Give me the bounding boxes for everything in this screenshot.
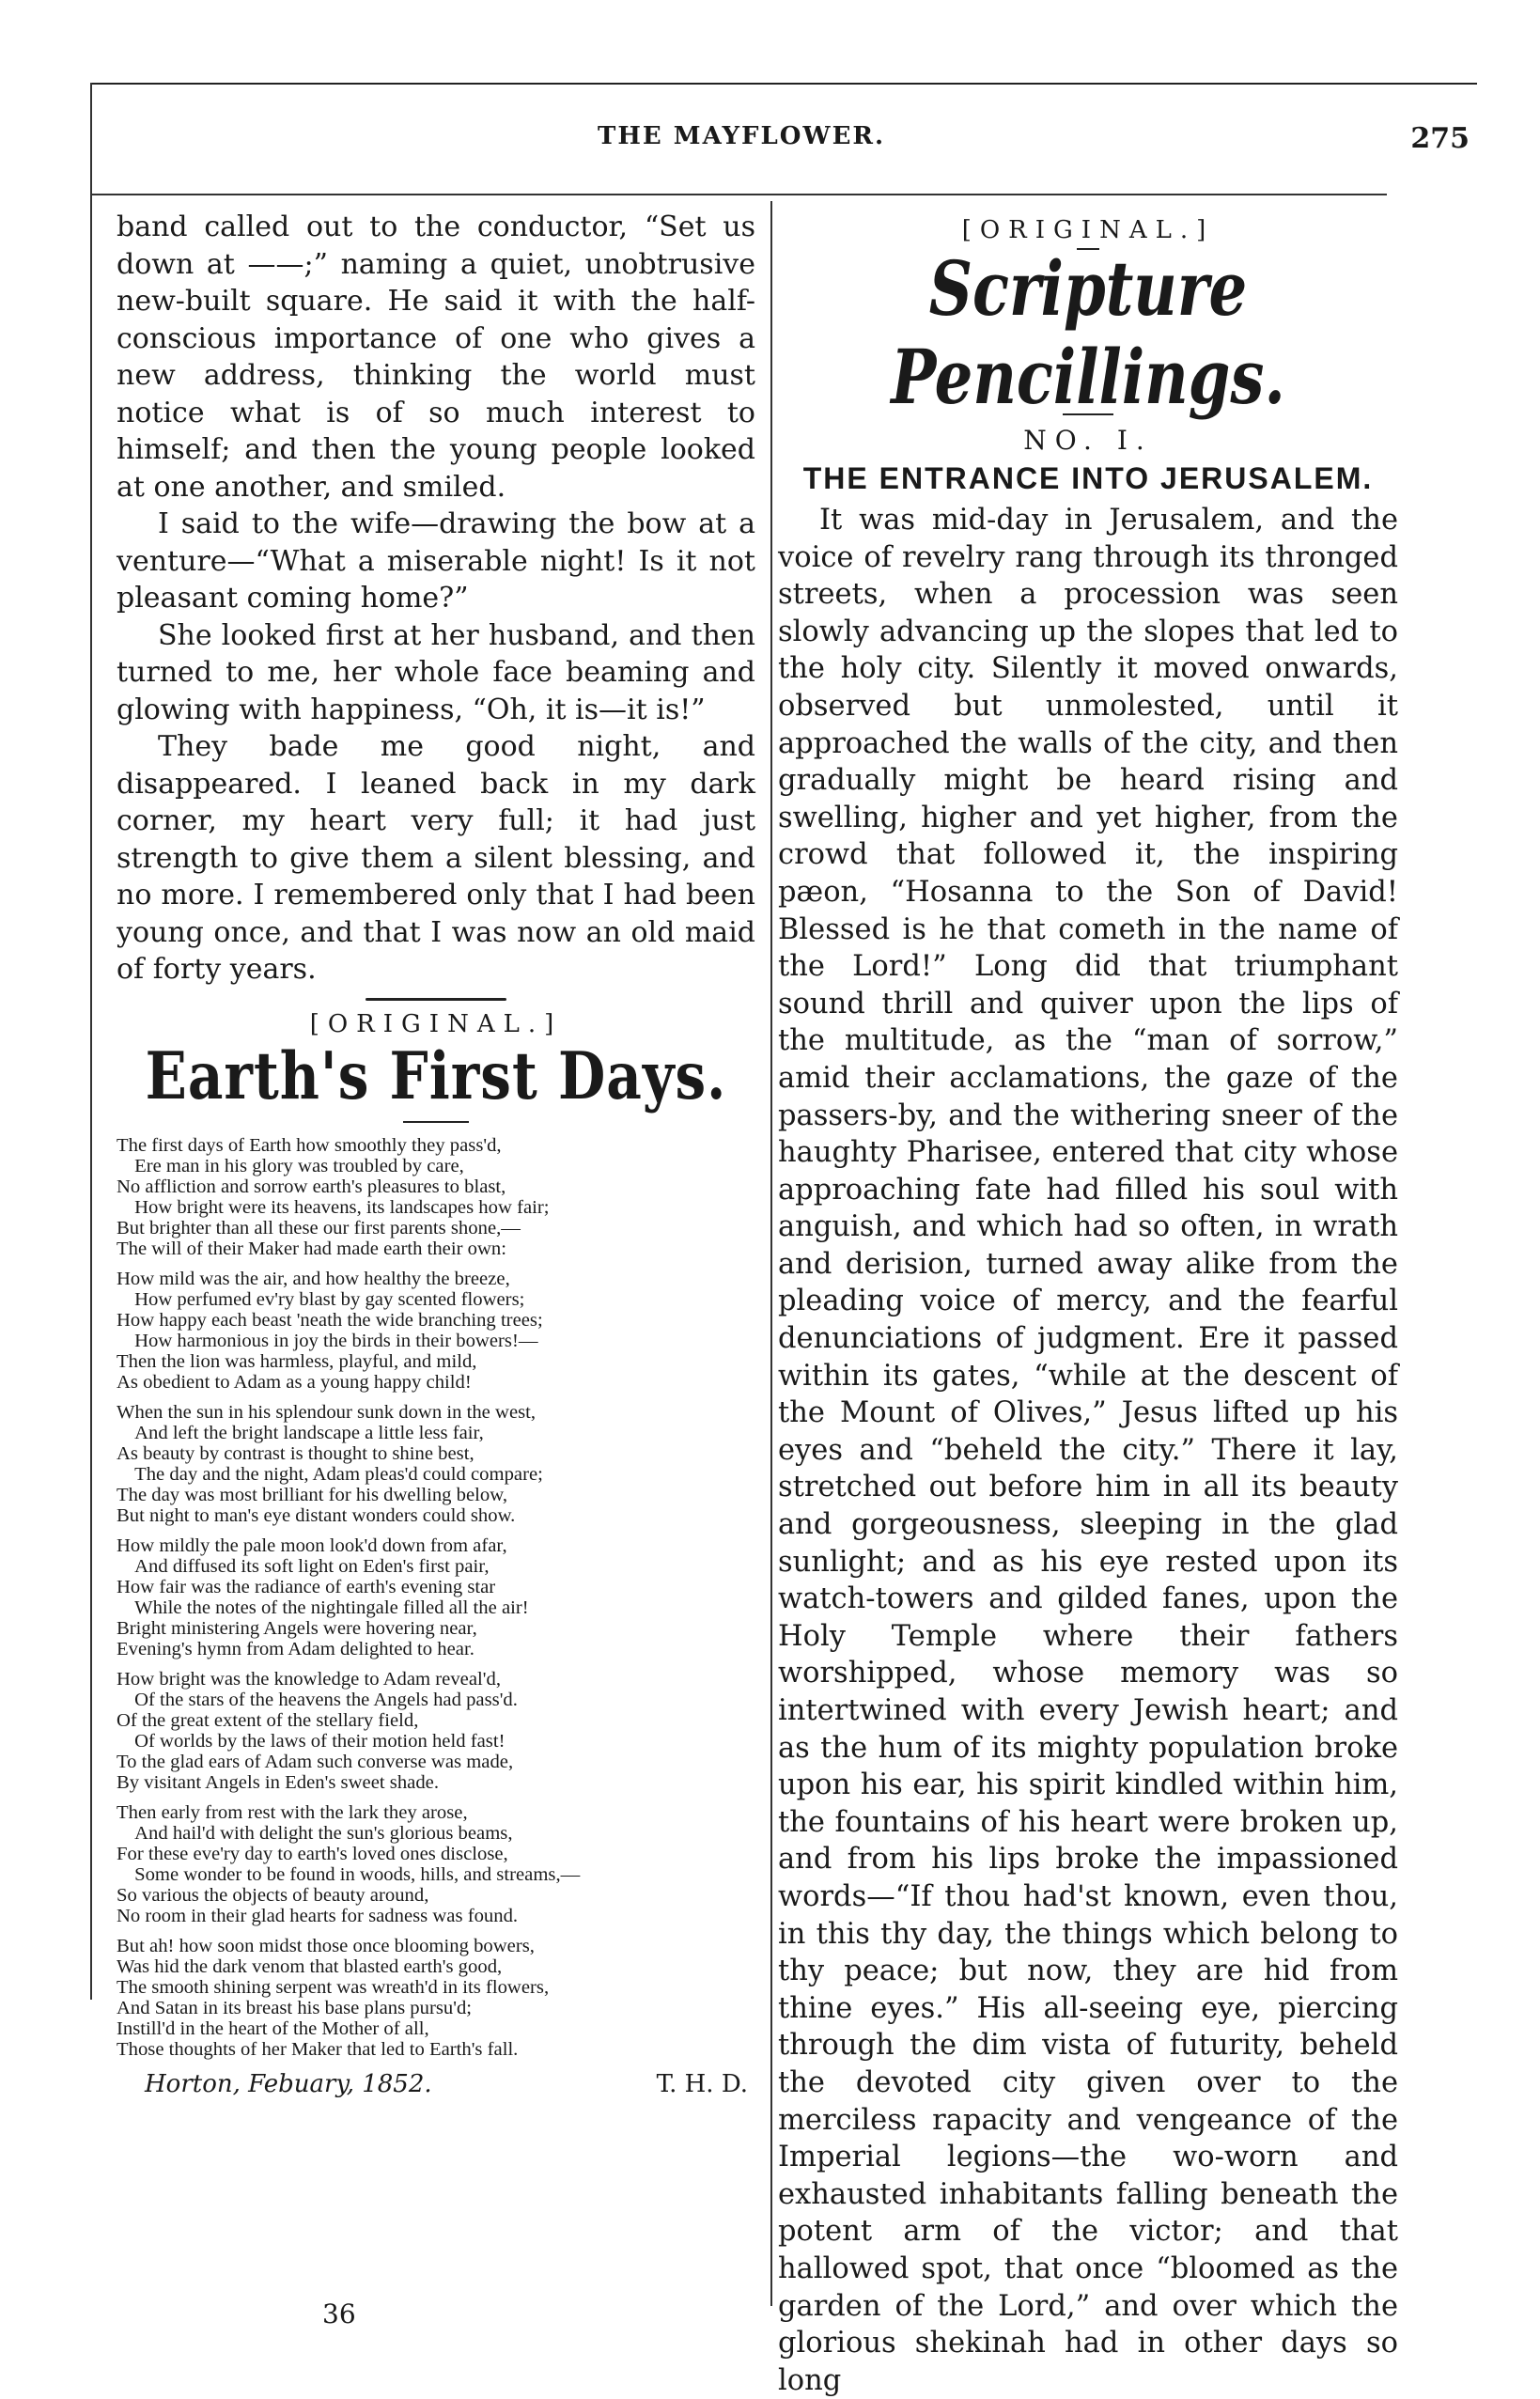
- signature-mark: 36: [322, 2298, 356, 2329]
- poem-title: Earth's First Days.: [145, 1036, 727, 1114]
- page-left-rule: [90, 83, 92, 2000]
- poem-line: While the notes of the nightingale filled all the air!: [134, 1597, 529, 1618]
- poem-stanza: [117, 1403, 755, 1527]
- poem-line: And hail'd with delight the sun's glorious beams,: [134, 1823, 513, 1844]
- poem-stanza: [117, 1536, 755, 1660]
- poem: [117, 1136, 755, 2061]
- poem-line: To the glad ears of Adam such converse was made,: [117, 1752, 514, 1772]
- journal-title: THE MAYFLOWER.: [598, 122, 886, 150]
- place-date: Horton, Febuary, 1852.: [145, 2069, 432, 2098]
- poem-line: As beauty by contrast is thought to shine best,: [117, 1443, 474, 1464]
- poem-line: When the sun in his splendour sunk down in the west,: [117, 1402, 537, 1423]
- poem-line: Then early from rest with the lark they arose,: [117, 1802, 468, 1823]
- poem-line: But ah! how soon midst those once blooming bowers,: [117, 1936, 535, 1956]
- poem-line: Those thoughts of her Maker that led to Earth's fall.: [117, 2039, 519, 2060]
- author-initials: T. H. D.: [656, 2069, 748, 2098]
- original-label: [ORIGINAL.]: [309, 1009, 563, 1038]
- poem-stanza: [117, 1937, 755, 2061]
- poem-line: Of the stars of the heavens the Angels had pass'd.: [134, 1690, 518, 1710]
- article-series-title: Scripture Pencillings.: [891, 245, 1285, 422]
- poem-line: The smooth shining serpent was wreath'd in its flowers,: [117, 1977, 550, 1998]
- poem-line: Ere man in his glory was troubled by care,: [134, 1156, 464, 1176]
- section-divider: [366, 998, 506, 1001]
- poem-line: The first days of Earth how smoothly they pass'd,: [117, 1135, 502, 1156]
- poem-line: For these eve'ry day to earth's loved ones disclose,: [117, 1844, 508, 1864]
- poem-line: As obedient to Adam as a young happy child!: [117, 1372, 472, 1393]
- poem-line: How happy each beast 'neath the wide branching trees;: [117, 1310, 543, 1331]
- poem-line: And Satan in its breast his base plans pursu'd;: [117, 1998, 473, 2018]
- article-heading: THE ENTRANCE INTO JERUSALEM.: [802, 461, 1374, 495]
- paragraph: They bade me good night, and disappeared. I leaned back in my dark corner, my heart very full; it had just strength to give them a silent blessing, and no more. I remembered only that I had been young once, and that I was now an old maid of forty years.: [117, 730, 755, 986]
- paragraph: She looked first at her husband, and then turned to me, her whole face beaming and glowing with happiness, “Oh, it is—it is!”: [117, 618, 755, 726]
- running-header: [90, 122, 1470, 160]
- poem-line: Evening's hymn from Adam delighted to hear.: [117, 1639, 474, 1659]
- poem-line: How perfumed ev'ry blast by gay scented flowers;: [134, 1289, 525, 1310]
- poem-line: But brighter than all these our first parents shone,—: [117, 1218, 521, 1238]
- header-rule: [90, 194, 1387, 195]
- poem-line: The will of their Maker had made earth their own:: [117, 1238, 506, 1259]
- poem-line: How mildly the pale moon look'd down from afar,: [117, 1535, 507, 1556]
- poem-line: How mild was the air, and how healthy the breeze,: [117, 1269, 510, 1289]
- poem-line: Of the great extent of the stellary field,: [117, 1710, 419, 1731]
- poem-line: How fair was the radiance of earth's evening star: [117, 1577, 496, 1597]
- poem-line: And left the bright landscape a little less fair,: [134, 1423, 484, 1443]
- paragraph: It was mid-day in Jerusalem, and the voice of revelry rang through its thronged streets, when a procession was seen slowly advancing up the slopes that led to the holy city. Silently it moved onwards, observed but unmolested, until it approached the walls of the city, and then gradually might be heard rising and swelling, higher and yet higher, from the crowd that followed it, the inspiring pæon, “Hosanna to the Son of David! Blessed is he that cometh in the name of the Lord!” Long did that triumphant sound thrill and quiver upon the lips of the multitude, as the “man of sorrow,” amid their acclamations, the gaze of the passers-by, and the withering sneer of the haughty Pharisee, entered that city whose approaching fate had filled his soul with anguish, and which had so often, in wrath and derision, turned away alike from the pleading voice of mercy, and the fearful denunciations of judgment. Ere it passed within its gates, “while at the descent of the Mount of Olives,” Jesus lifted up his eyes and “beheld the city.” There it lay, stretched out before him in all its beauty and gorgeousness, sleeping in the glad sunlight; and as his eye rested upon its watch-towers and gilded fanes, upon the Holy Temple where their fathers worshipped, whose memory was so intertwined with every Jewish heart; and as the hum of its mighty population broke upon his ear, his spirit kindled within him, the fountains of his heart were broken up, and from his lips broke the impassioned words—“If thou had'st known, even thou, in this thy day, the things which belong to thy peace; but now, they are hid from thine eyes.” His all-seeing eye, piercing through the dim vista of futurity, beheld the devoted city given over to the merciless rapacity and vengeance of the Imperial legions—the wo-worn and exhausted inhabitants falling beneath the potent arm of the victor; and that hallowed spot, that once “bloomed as the garden of the Lord,” and over which the glorious shekinah had in other days so long: [778, 504, 1398, 2397]
- poem-line: Some wonder to be found in woods, hills, and streams,—: [134, 1864, 581, 1885]
- poem-line: The day and the night, Adam pleas'd could compare;: [134, 1464, 543, 1485]
- article-number: NO. I.: [1023, 425, 1153, 456]
- poem-line: The day was most brilliant for his dwelling below,: [117, 1485, 508, 1505]
- poem-line: No affliction and sorrow earth's pleasures to blast,: [117, 1176, 506, 1197]
- poem-stanza: [117, 1803, 755, 1927]
- poem-line: Was hid the dark venom that blasted earth's good,: [117, 1956, 503, 1977]
- poem-line: And diffused its soft light on Eden's first pair,: [134, 1556, 490, 1577]
- poem-signoff: [117, 2070, 755, 2098]
- poem-line: Instill'd in the heart of the Mother of all,: [117, 2018, 429, 2039]
- poem-line: But night to man's eye distant wonders could show.: [117, 1505, 516, 1526]
- poem-stanza: [117, 1136, 755, 1260]
- paragraph: I said to the wife—drawing the bow at a venture—“What a miserable night! Is it not pleasant coming home?”: [117, 507, 755, 615]
- left-column: [117, 209, 755, 2098]
- poem-line: How bright was the knowledge to Adam reveal'd,: [117, 1669, 501, 1690]
- poem-line: So various the objects of beauty around,: [117, 1885, 429, 1906]
- poem-line: Of worlds by the laws of their motion held fast!: [134, 1731, 506, 1752]
- poem-line: How harmonious in joy the birds in their bowers!—: [134, 1331, 538, 1351]
- title-rule: [403, 1121, 469, 1123]
- poem-line: By visitant Angels in Eden's sweet shade.: [117, 1772, 440, 1793]
- paragraph: band called out to the conductor, “Set us down at ——;” naming a quiet, unobtrusive new-built square. He said it with the half-conscious importance of one who gives a new address, thinking the world must notice what is of so much interest to himself; and then the young people looked at one another, and smiled.: [117, 210, 755, 504]
- poem-line: No room in their glad hearts for sadness was found.: [117, 1906, 519, 1926]
- poem-line: How bright were its heavens, its landscapes how fair;: [134, 1197, 550, 1218]
- right-column: [778, 209, 1398, 2399]
- original-label: [ORIGINAL.]: [961, 216, 1215, 244]
- poem-stanza: [117, 1270, 755, 1394]
- page-number-top: 275: [1410, 122, 1470, 155]
- poem-line: Bright ministering Angels were hovering near,: [117, 1618, 477, 1639]
- poem-stanza: [117, 1670, 755, 1794]
- poem-line: Then the lion was harmless, playful, and mild,: [117, 1351, 477, 1372]
